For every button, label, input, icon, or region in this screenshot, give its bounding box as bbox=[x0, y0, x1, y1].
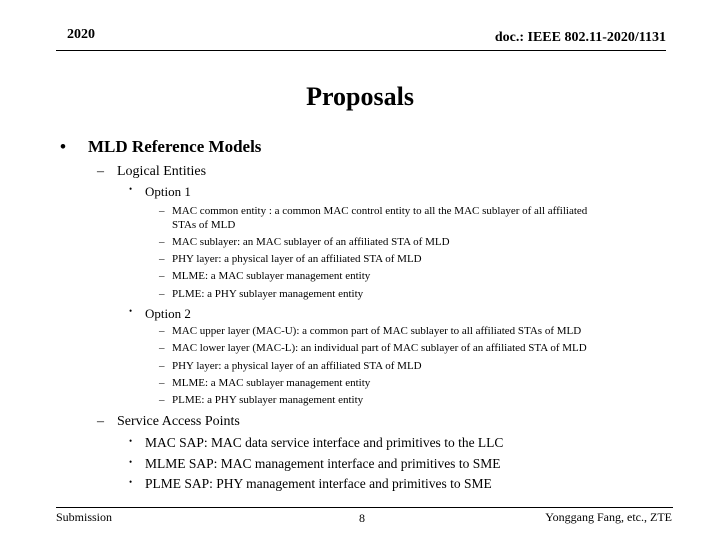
sap-item: PLME SAP: PHY management interface and primitives to SME bbox=[145, 476, 492, 491]
footer-submission: Submission bbox=[56, 510, 113, 524]
footer-author: Yonggang Fang, etc., ZTE bbox=[545, 510, 672, 524]
option-1-heading: Option 1 bbox=[145, 184, 191, 199]
option-2-heading: Option 2 bbox=[145, 306, 191, 321]
option2-item: MAC upper layer (MAC-U): a common part of MAC sublayer to all affiliated STAs of MLD bbox=[172, 325, 582, 337]
dash-marker: – bbox=[159, 270, 165, 282]
option2-item: MAC lower layer (MAC-L): an individual part of MAC sublayer of an affiliated STA of MLD bbox=[172, 342, 587, 354]
bullet-marker: • bbox=[129, 436, 133, 446]
dash-marker: – bbox=[159, 360, 165, 372]
dash-marker: – bbox=[159, 205, 165, 217]
dash-marker: – bbox=[159, 236, 165, 248]
dash-marker: – bbox=[97, 164, 104, 179]
dash-marker: – bbox=[159, 253, 165, 265]
dash-marker: – bbox=[159, 394, 165, 406]
slide-title: Proposals bbox=[306, 82, 414, 111]
bullet-marker: • bbox=[129, 477, 133, 487]
logical-entities-heading: Logical Entities bbox=[117, 164, 207, 179]
header-rule bbox=[56, 50, 666, 51]
bullet-marker: • bbox=[129, 306, 133, 316]
bullet-marker: • bbox=[129, 457, 133, 467]
dash-marker: – bbox=[159, 288, 165, 300]
option1-item: PLME: a PHY sublayer management entity bbox=[172, 288, 364, 300]
option1-item: MAC sublayer: an MAC sublayer of an affiliated STA of MLD bbox=[172, 236, 450, 248]
service-access-points-heading: Service Access Points bbox=[117, 414, 240, 429]
page-number: 8 bbox=[359, 511, 365, 525]
option1-item: MLME: a MAC sublayer management entity bbox=[172, 270, 371, 282]
header-doc-id: doc.: IEEE 802.11-2020/1131 bbox=[494, 30, 666, 45]
option2-item: PHY layer: a physical layer of an affiliated STA of MLD bbox=[172, 360, 422, 372]
mld-reference-models-heading: MLD Reference Models bbox=[88, 137, 262, 156]
dash-marker: – bbox=[159, 325, 165, 337]
option1-item: STAs of MLD bbox=[172, 219, 236, 231]
option1-item: PHY layer: a physical layer of an affiliated STA of MLD bbox=[172, 253, 422, 265]
dash-marker: – bbox=[159, 377, 165, 389]
header-year: 2020 bbox=[67, 27, 95, 42]
sap-item: MAC SAP: MAC data service interface and primitives to the LLC bbox=[145, 435, 504, 450]
option2-item: MLME: a MAC sublayer management entity bbox=[172, 377, 371, 389]
option1-item: MAC common entity : a common MAC control entity to all the MAC sublayer of all affiliated bbox=[172, 205, 588, 217]
dash-marker: – bbox=[159, 342, 165, 354]
footer-rule bbox=[56, 507, 673, 508]
sap-item: MLME SAP: MAC management interface and primitives to SME bbox=[145, 456, 501, 471]
bullet-marker: • bbox=[60, 137, 66, 156]
bullet-marker: • bbox=[129, 184, 133, 194]
dash-marker: – bbox=[97, 414, 104, 429]
option2-item: PLME: a PHY sublayer management entity bbox=[172, 394, 364, 406]
